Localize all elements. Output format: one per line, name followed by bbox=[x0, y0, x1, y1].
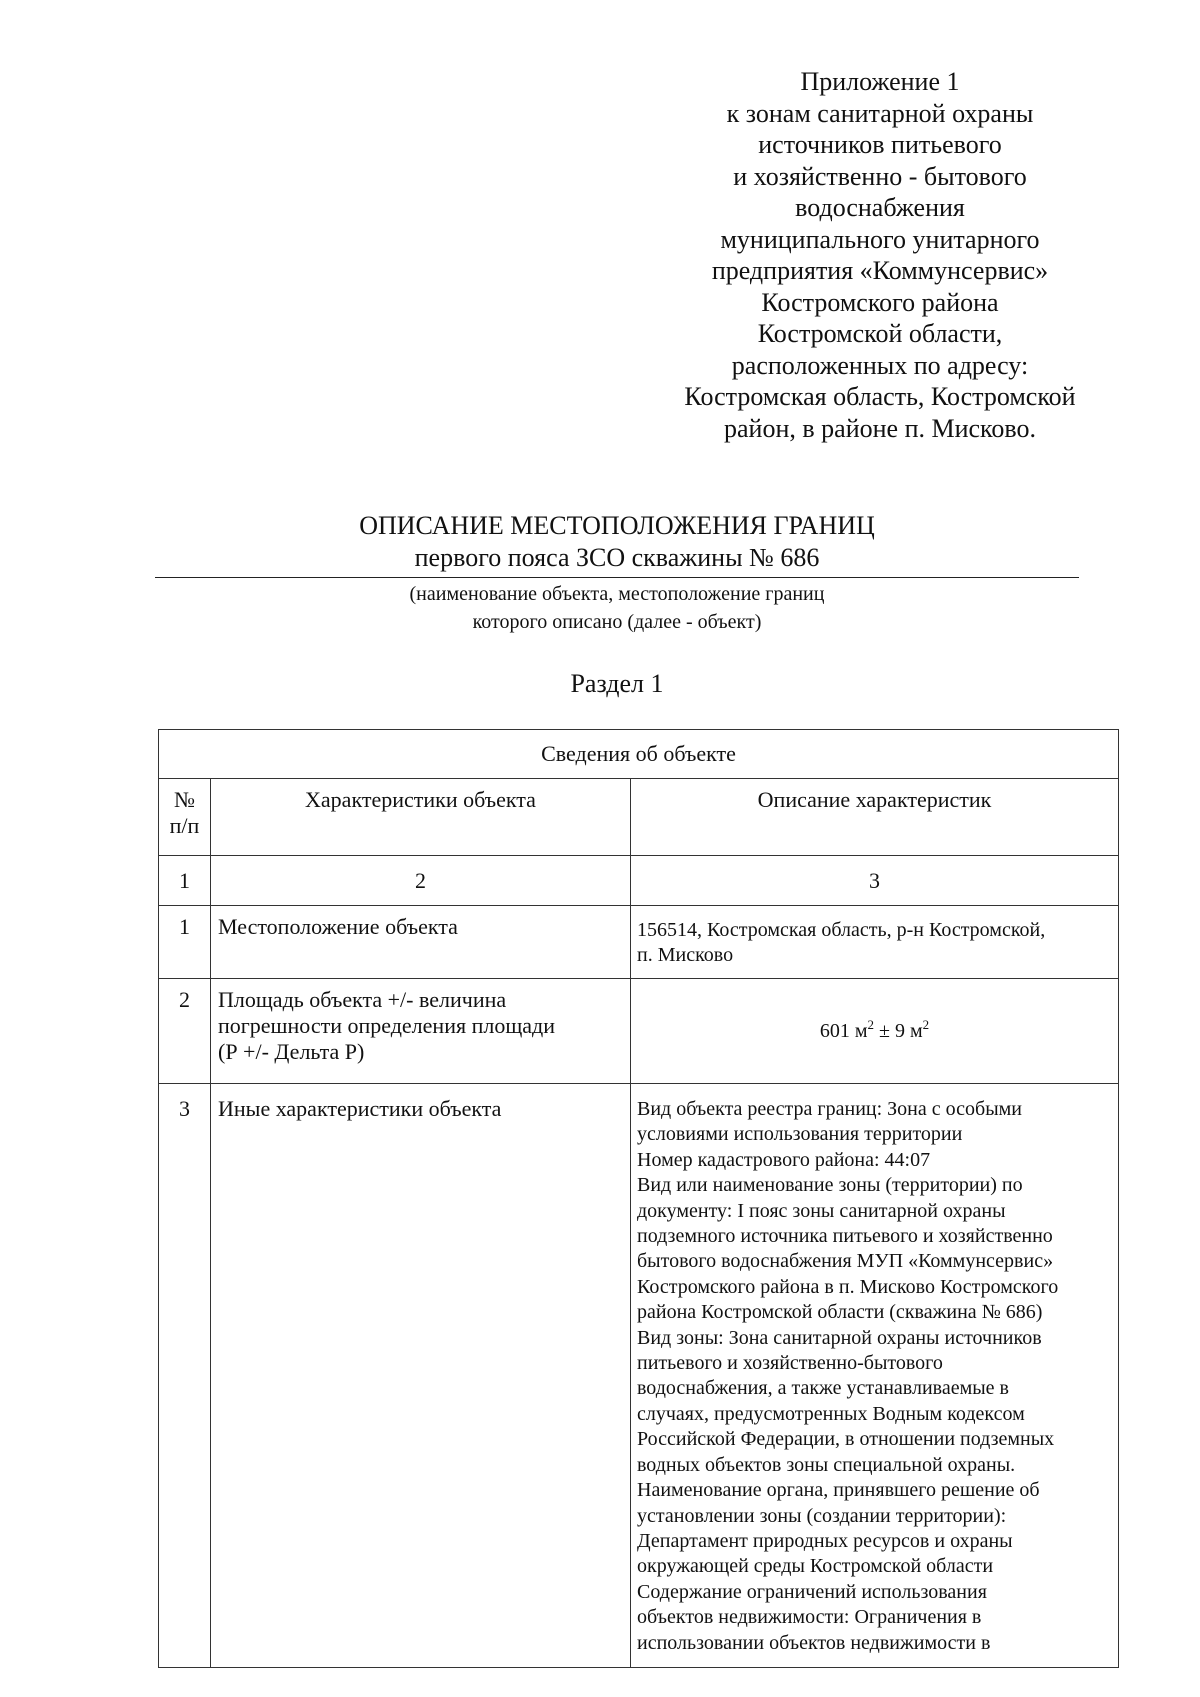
value-line: условиями использования территории bbox=[637, 1123, 963, 1146]
value-line: Вид зоны: Зона санитарной охраны источников bbox=[637, 1326, 1042, 1349]
row-num: 1 bbox=[159, 906, 211, 979]
table-row bbox=[159, 979, 1119, 1084]
appendix-line: источников питьевого bbox=[758, 130, 1002, 159]
appendix-line: район, в районе п. Мисково. bbox=[724, 413, 1036, 443]
object-caption bbox=[155, 580, 1079, 636]
value-line: 156514, Костромская область, р-н Костромской, bbox=[637, 919, 1046, 941]
object-info-table bbox=[158, 729, 1119, 1668]
area-number: 601 м bbox=[819, 1020, 868, 1042]
value-line: Содержание ограничений использования bbox=[637, 1580, 987, 1603]
table-caption-row bbox=[159, 730, 1119, 779]
header-num bbox=[159, 779, 211, 856]
value-line: установлении зоны (создании территории): bbox=[637, 1504, 1007, 1527]
caption-line: (наименование объекта, местоположение границ bbox=[409, 583, 825, 605]
subtitle-line: первого пояса ЗСО скважины № 686 bbox=[414, 543, 820, 572]
table-header-row bbox=[159, 779, 1119, 856]
table-caption: Сведения об объекте bbox=[159, 730, 1119, 779]
appendix-block bbox=[630, 66, 1130, 444]
name-line: (Р +/- Дельта Р) bbox=[218, 1039, 365, 1064]
caption-line: которого описано (далее - объект) bbox=[472, 611, 762, 633]
title-line: ОПИСАНИЕ МЕСТОПОЛОЖЕНИЯ ГРАНИЦ bbox=[359, 511, 875, 540]
row-value bbox=[631, 1084, 1119, 1668]
value-line: использовании объектов недвижимости в bbox=[637, 1631, 991, 1654]
appendix-line: расположенных по адресу: bbox=[731, 350, 1029, 380]
value-line: водоснабжения, а также устанавливаемые в bbox=[637, 1377, 1009, 1400]
column-number: 3 bbox=[631, 856, 1119, 906]
appendix-line: и хозяйственно - бытового bbox=[733, 161, 1027, 191]
value-line: Российской Федерации, в отношении подземных bbox=[637, 1428, 1055, 1451]
section-label: Раздел 1 bbox=[570, 669, 664, 698]
value-line: района Костромской области (скважина № 686) bbox=[637, 1301, 1043, 1324]
column-number: 1 bbox=[159, 856, 211, 906]
area-tolerance: ± 9 м bbox=[874, 1020, 923, 1042]
header-description: Описание характеристик bbox=[631, 779, 1119, 856]
value-line: Департамент природных ресурсов и охраны bbox=[637, 1529, 1013, 1552]
name-line: Площадь объекта +/- величина bbox=[218, 987, 507, 1012]
value-line: случаях, предусмотренных Водным кодексом bbox=[637, 1402, 1025, 1425]
tolerance-unit-exponent: 2 bbox=[922, 1017, 930, 1032]
appendix-line: Костромская область, Костромской bbox=[684, 382, 1076, 411]
appendix-line: Костромского района bbox=[761, 287, 999, 317]
header-num-line1: № bbox=[174, 787, 195, 812]
value-line: окружающей среды Костромской области bbox=[637, 1555, 994, 1578]
header-num-line2: п/п bbox=[169, 813, 200, 838]
name-line: погрешности определения площади bbox=[218, 1013, 556, 1038]
appendix-line: муниципального унитарного bbox=[720, 224, 1040, 254]
row-name: Иные характеристики объекта bbox=[211, 1084, 631, 1668]
value-line: документу: I пояс зоны санитарной охраны bbox=[637, 1199, 1006, 1222]
appendix-line: предприятия «Коммунсервис» bbox=[711, 256, 1049, 285]
value-line: объектов недвижимости: Ограничения в bbox=[637, 1606, 982, 1629]
table-row bbox=[159, 906, 1119, 979]
row-num: 3 bbox=[159, 1084, 211, 1668]
row-value bbox=[631, 906, 1119, 979]
area-value bbox=[631, 979, 1119, 1084]
row-name bbox=[211, 979, 631, 1084]
value-line: Вид объекта реестра границ: Зона с особыми bbox=[637, 1098, 1022, 1120]
area-unit-exponent: 2 bbox=[867, 1017, 874, 1032]
appendix-line: Костромской области, bbox=[757, 319, 1003, 348]
appendix-line: водоснабжения bbox=[795, 193, 965, 222]
value-line: подземного источника питьевого и хозяйственно bbox=[637, 1225, 1053, 1248]
table-row bbox=[159, 1084, 1119, 1668]
row-num: 2 bbox=[159, 979, 211, 1084]
value-line: Костромского района в п. Мисково Костромского bbox=[637, 1275, 1059, 1298]
value-line: водных объектов зоны специальной охраны. bbox=[637, 1453, 1016, 1476]
value-line: питьевого и хозяйственно-бытового bbox=[637, 1352, 943, 1375]
header-characteristics: Характеристики объекта bbox=[211, 779, 631, 856]
value-line: бытового водоснабжения МУП «Коммунсервис» bbox=[637, 1250, 1054, 1273]
document-title bbox=[155, 510, 1079, 574]
appendix-line: Приложение 1 bbox=[800, 67, 960, 96]
value-line: Наименование органа, принявшего решение об bbox=[637, 1479, 1040, 1502]
column-number: 2 bbox=[211, 856, 631, 906]
row-name: Местоположение объекта bbox=[211, 906, 631, 979]
value-line: п. Мисково bbox=[637, 944, 734, 967]
value-line: Номер кадастрового района: 44:07 bbox=[637, 1148, 931, 1171]
appendix-line: к зонам санитарной охраны bbox=[726, 98, 1034, 128]
column-number-row bbox=[159, 856, 1119, 906]
value-line: Вид или наименование зоны (территории) по bbox=[637, 1174, 1023, 1197]
title-underline bbox=[155, 577, 1079, 578]
